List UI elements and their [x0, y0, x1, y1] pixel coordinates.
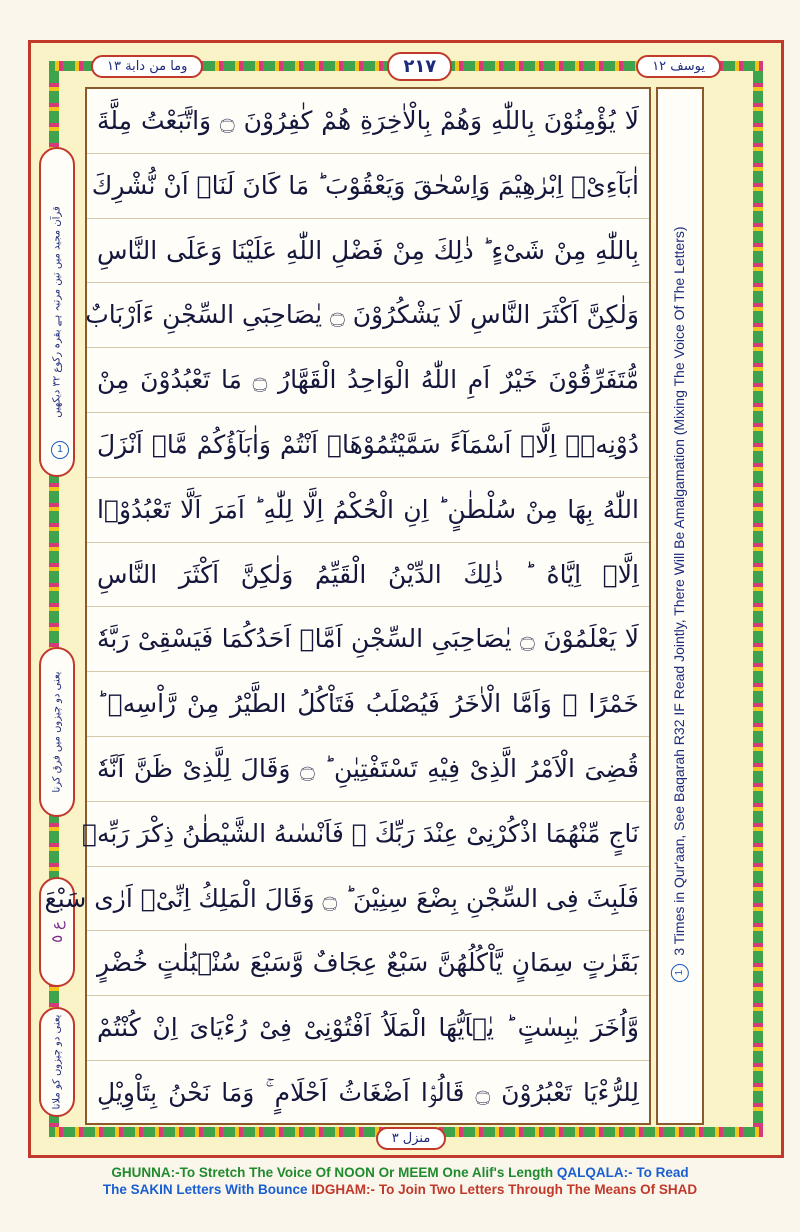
qalqala-text-2: The SAKIN Letters With Bounce: [102, 1182, 308, 1197]
left-badge-text: 1: [51, 441, 69, 459]
margin-note-bottom-text: یعنی دو چیزوں کو ملانا: [51, 1014, 63, 1110]
page-number: ٢١٧: [387, 52, 452, 81]
verse-line: وَلٰكِنَّ اَكْثَرَ النَّاسِ لَا یَشْكُرُوْنَ ۝ یٰصَاحِبَیِ السِّجْنِ ءَاَرْبَابٌ: [87, 283, 649, 348]
qalqala-title: QALQALA:-: [556, 1165, 633, 1180]
idgham-title: IDGHAM:-: [311, 1182, 376, 1197]
margin-note-top-text: قرآن مجید میں تین مرتبہ ہے بقرہ رکوع ٣٢ دیکھیں: [51, 206, 63, 418]
ghunna-title: GHUNNA:-: [111, 1165, 180, 1180]
manzil-marker: [331, 1123, 491, 1153]
page-frame: [28, 40, 784, 1158]
right-margin-text: [671, 101, 689, 1111]
verse-line: لَا یَعْلَمُوْنَ ۝ یٰصَاحِبَیِ السِّجْنِ اَمَّاۤ اَحَدُكُمَا فَیَسْقِیْ رَبَّهٗ: [87, 607, 649, 672]
qalqala-text: To Read: [636, 1165, 689, 1180]
manzil-label: منزل ٣: [376, 1127, 447, 1150]
margin-note-top: [39, 147, 75, 477]
ruku-marker-text: ع ٥: [48, 921, 66, 943]
verse-line: اللّٰهُ بِهَا مِنْ سُلْطٰنٍ ؕ اِنِ الْحُكْمُ اِلَّا لِلّٰهِ ؕ اَمَرَ اَلَّا تَعْبُدُوْۤا: [87, 478, 649, 543]
verse-line: لِلرُّءْیَا تَعْبُرُوْنَ ۝ قَالُوْۤا اَضْغَاثُ اَحْلَامٍ ۚ وَمَا نَحْنُ بِتَاْوِیْلِ: [97, 1077, 639, 1107]
verse-line: قُضِیَ الْاَمْرُ الَّذِیْ فِیْهِ تَسْتَفْتِیٰنِ ؕ ۝ وَقَالَ لِلَّذِیْ ظَنَّ اَنَّهٗ: [87, 737, 649, 802]
verse-line: فَلَبِثَ فِی السِّجْنِ بِضْعَ سِنِیْنَ ؕ ۝ وَقَالَ الْمَلِكُ اِنِّیْۤ اَرٰى سَبْعَ: [87, 867, 649, 932]
surah-name-label: يوسف ١٢: [636, 55, 721, 78]
verse-line: اِلَّاۤ اِیَّاهُ ؕ ذٰلِكَ الدِّیْنُ الْقَیِّمُ وَلٰكِنَّ اَكْثَرَ النَّاسِ: [87, 543, 649, 608]
tajweed-legend: [0, 1164, 800, 1198]
verse-line: دُوْنِهٖۤ اِلَّاۤ اَسْمَآءً سَمَّیْتُمُوْهَاۤ اَنْتُمْ وَاٰبَآؤُكُمْ مَّاۤ اَنْزَلَ: [87, 413, 649, 478]
ghunna-text: To Stretch The Voice Of NOON Or MEEM One Alif's Length: [179, 1165, 554, 1180]
verse-line: بِاللّٰهِ مِنْ شَیْءٍ ؕ ذٰلِكَ مِنْ فَضْلِ اللّٰهِ عَلَیْنَا وَعَلَى النَّاسِ: [87, 219, 649, 284]
verse-line: اٰبَآءِیْۤ اِبْرٰهِیْمَ وَاِسْحٰقَ وَیَعْقُوْبَ ؕ مَا كَانَ لَنَاۤ اَنْ نُّشْرِكَ: [87, 154, 649, 219]
verse-line: بَقَرٰتٍ سِمَانٍ یَّاْكُلُهُنَّ سَبْعٌ عِجَافٌ وَّسَبْعَ سُنْۢبُلٰتٍ خُضْرٍ: [87, 931, 649, 996]
margin-note-bottom: [39, 1007, 75, 1117]
header: [91, 51, 721, 81]
legend-line-1: [0, 1164, 800, 1181]
left-verse-badge: [47, 439, 73, 459]
margin-note-middle-text: یعنی دو چیزوں میں فرق کرنا: [51, 671, 63, 793]
right-badge: 1: [671, 964, 689, 982]
verse-line: خَمْرًا ۚ وَاَمَّا الْاٰخَرُ فَیُصْلَبُ فَتَاْكُلُ الطَّیْرُ مِنْ رَّاْسِهٖ ؕ: [87, 672, 649, 737]
legend-line-2: [0, 1181, 800, 1198]
margin-note-middle: [39, 647, 75, 817]
verse-line: لَا يُؤْمِنُوْنَ بِاللّٰهِ وَهُمْ بِالْاٰخِرَةِ هُمْ كٰفِرُوْنَ ۝ وَاتَّبَعْتُ مِلَّةَ: [87, 89, 649, 154]
verse-line: مُّتَفَرِّقُوْنَ خَیْرٌ اَمِ اللّٰهُ الْوَاحِدُ الْقَهَّارُ ۝ مَا تَعْبُدُوْنَ مِنْ: [87, 348, 649, 413]
idgham-text: To Join Two Letters Through The Means Of SHAD: [378, 1182, 698, 1197]
right-margin-note-text: 3 Times in Qur'aan, See Baqarah R32 IF Read Jointly, There Will Be Amalgamation (Mixing The Voice Of The Letters): [670, 226, 687, 956]
verse-line: نَاجٍ مِّنْهُمَا اذْكُرْنِیْ عِنْدَ رَبِّكَ ؗ فَاَنْسٰىهُ الشَّیْطٰنُ ذِكْرَ رَبِّهٖ: [87, 802, 649, 867]
right-margin-note: [656, 87, 704, 1125]
verse-line: وَّاُخَرَ یٰبِسٰتٍ ؕ یٰۤاَیُّهَا الْمَلَاُ اَفْتُوْنِیْ فِیْ رُءْیَایَ اِنْ كُنْتُمْ: [87, 996, 649, 1061]
juz-name-label: وما من دابة ١٣: [91, 55, 203, 78]
left-margin-notes: [35, 87, 79, 1125]
